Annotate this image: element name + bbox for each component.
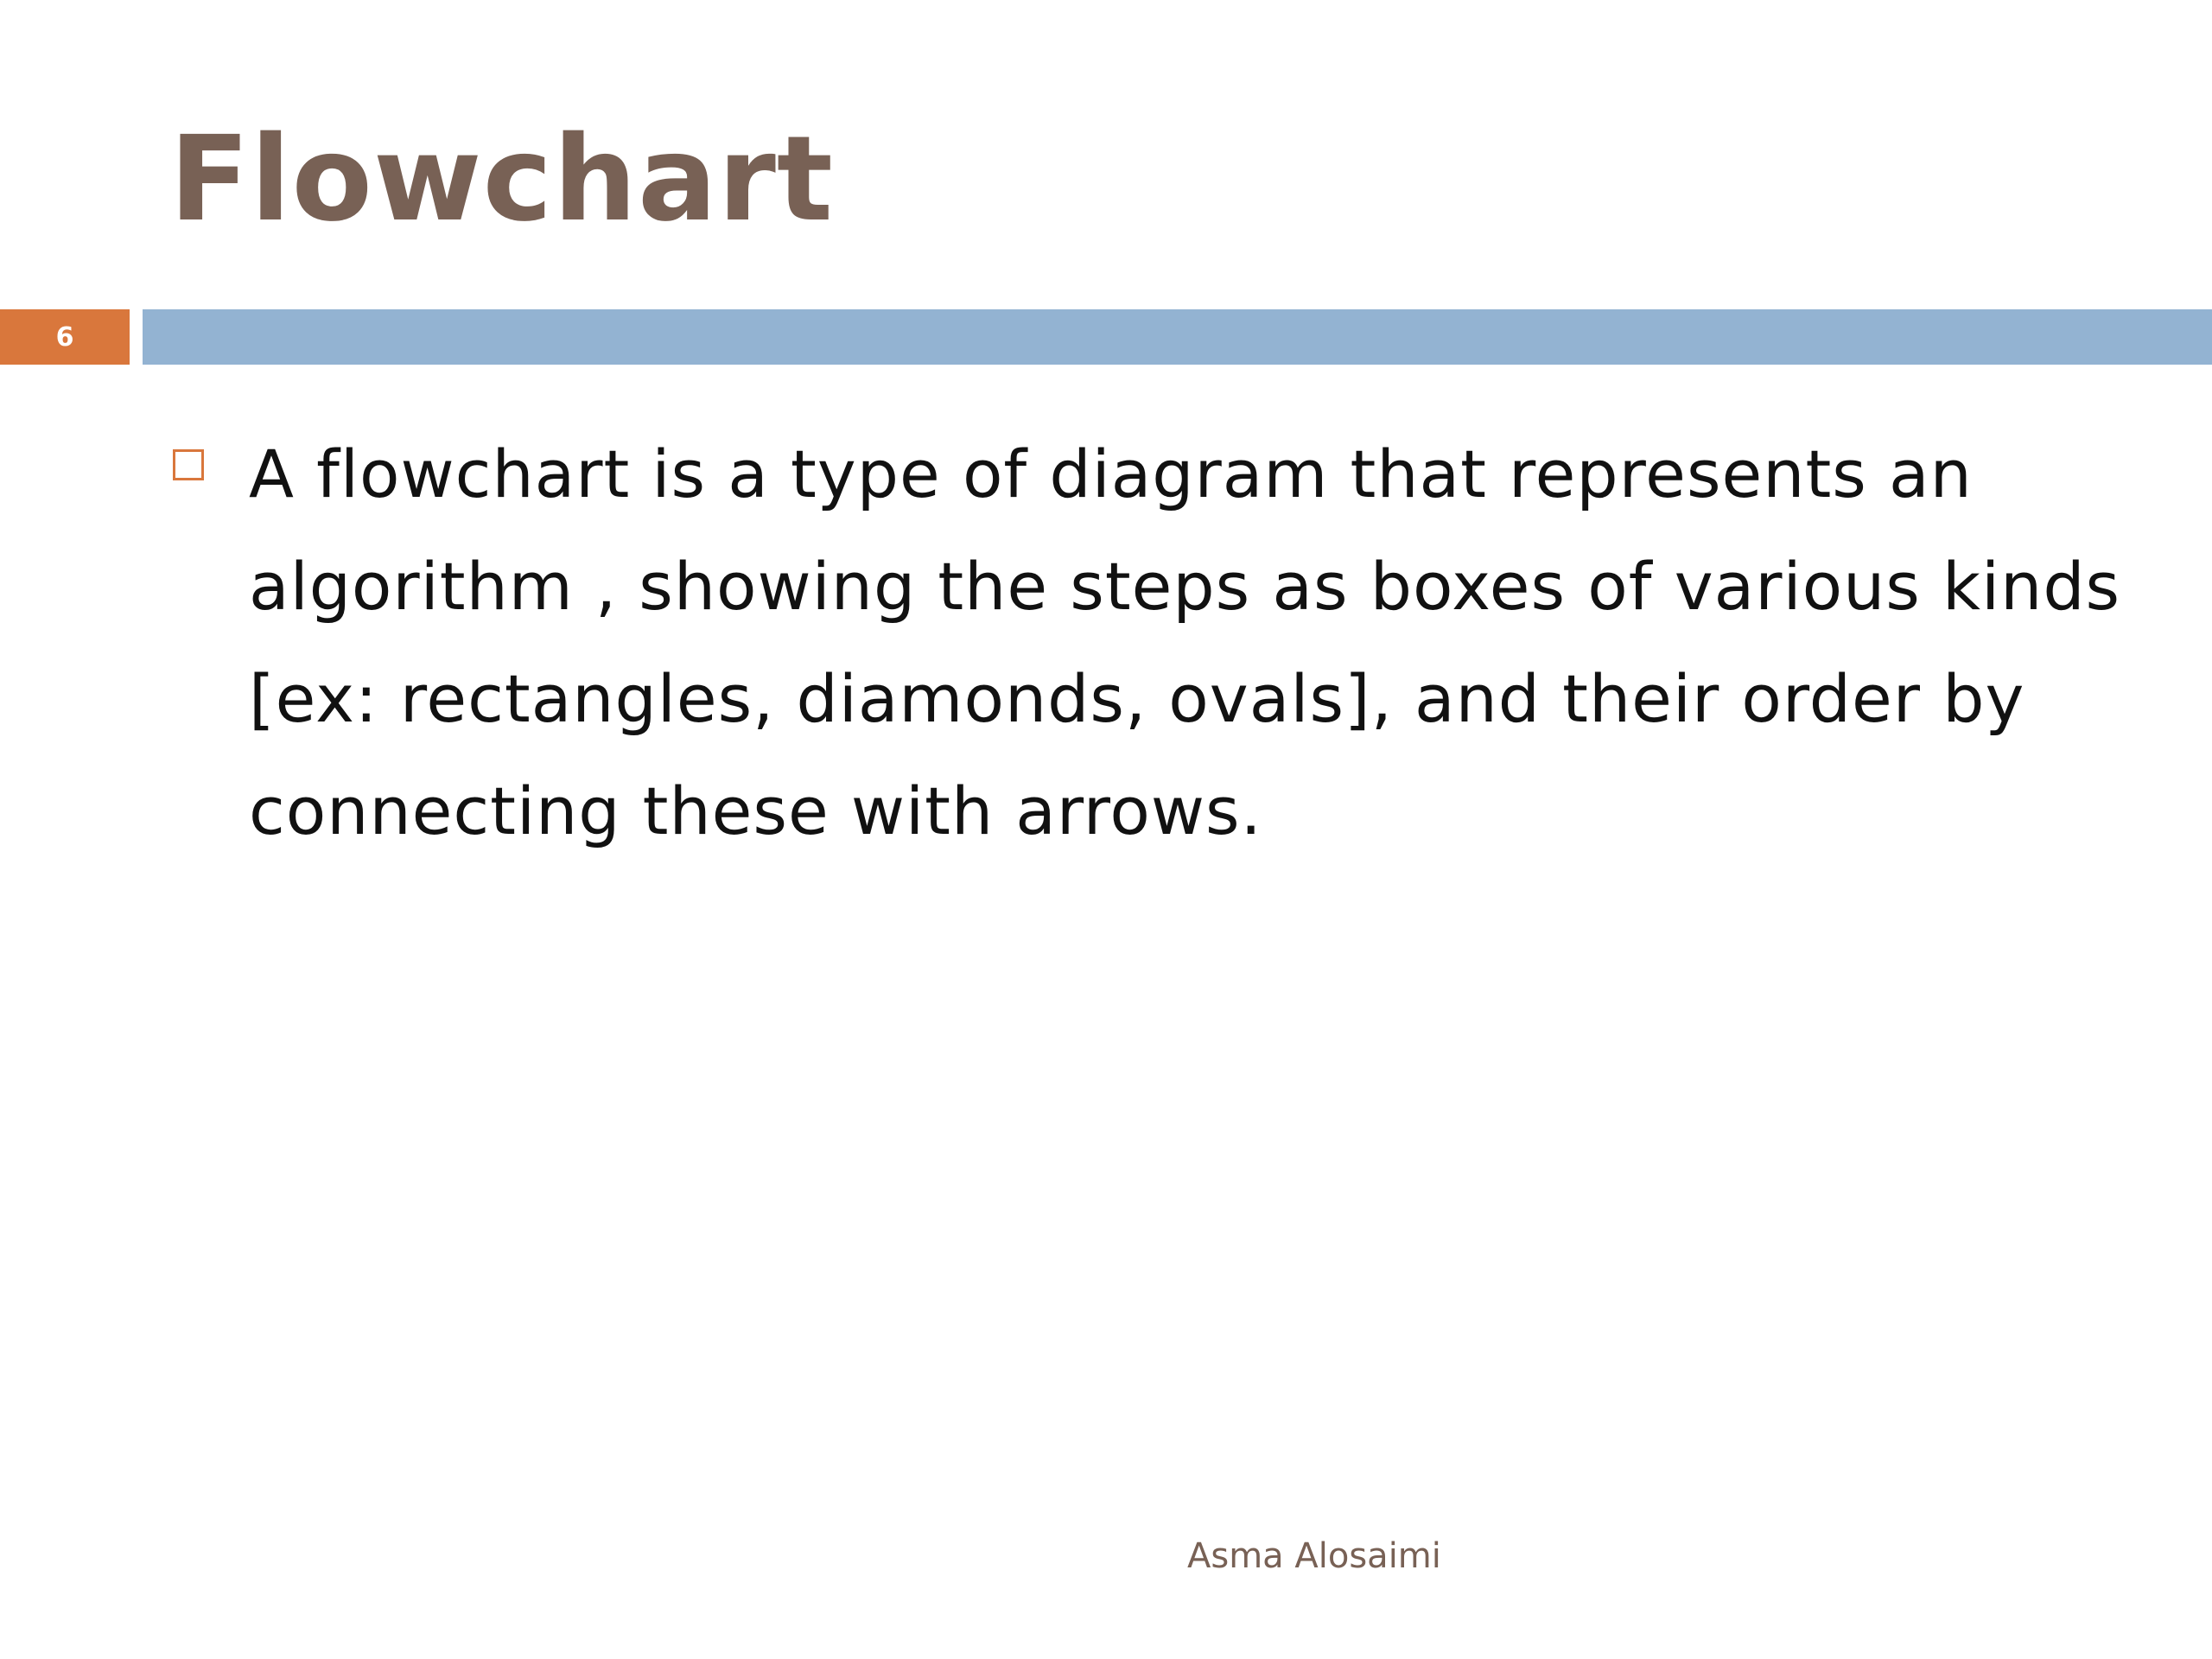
slide-number-badge — [0, 309, 130, 365]
bullet-text: A flowchart is a type of diagram that represents an algorithm , showing the steps as boxes of various kinds [ex: rectangles, diamonds, ovals], and their order by connecting these with arrows. — [249, 435, 2121, 849]
hollow-square-bullet-icon — [173, 449, 204, 480]
slide-number: 6 — [55, 321, 74, 353]
slide-title: Flowchart — [169, 111, 834, 248]
footer-author: Asma Alosaimi — [1187, 1536, 1441, 1576]
bullet-item — [173, 418, 2126, 868]
header-accent-bar — [143, 309, 2212, 365]
